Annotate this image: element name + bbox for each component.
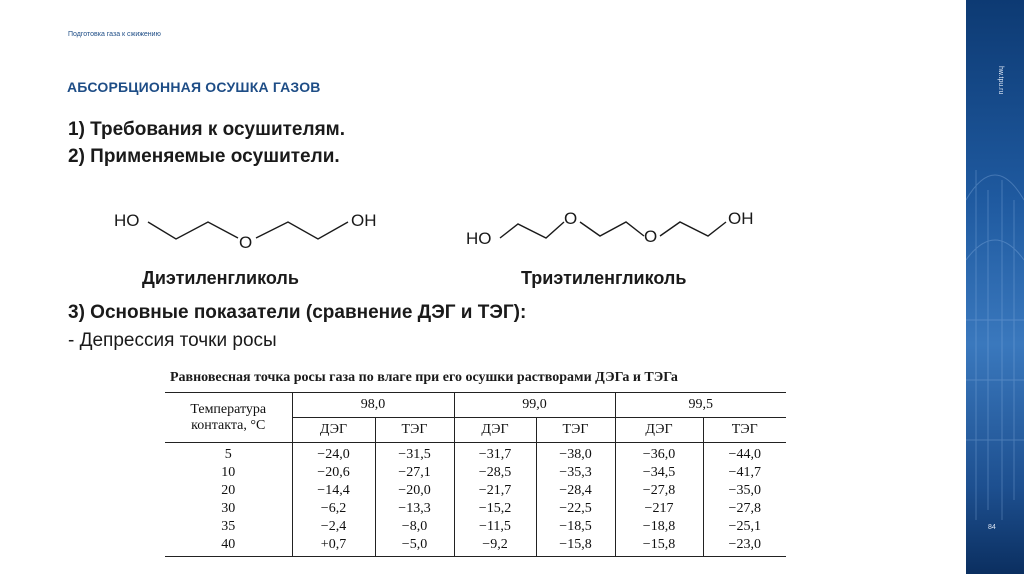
table-cell: −15,8 bbox=[536, 536, 615, 557]
teg-bond-2 bbox=[580, 222, 644, 236]
deg-bond-right bbox=[256, 222, 348, 239]
table-cell: −31,5 bbox=[375, 443, 454, 465]
concentration-header: 99,0 bbox=[454, 393, 615, 418]
corner-line2: контакта, °С bbox=[191, 417, 266, 433]
table-cell: −28,5 bbox=[454, 464, 536, 482]
triethylene-glycol-structure bbox=[460, 200, 780, 260]
table-row bbox=[165, 464, 786, 482]
table-row bbox=[165, 518, 786, 536]
deg-bond-left bbox=[148, 222, 238, 239]
table-cell: +0,7 bbox=[292, 536, 375, 557]
table-cell: −41,7 bbox=[728, 465, 761, 480]
table-cell: −20,0 bbox=[375, 482, 454, 500]
sub-header: ДЭГ bbox=[454, 418, 536, 443]
sub-header: ДЭГ bbox=[615, 418, 703, 443]
table-cell: −27,1 bbox=[375, 464, 454, 482]
table-cell: −31,7 bbox=[454, 443, 536, 465]
deg-name: Диэтиленгликоль bbox=[142, 268, 299, 288]
teg-name: Триэтиленгликоль bbox=[521, 268, 687, 288]
table-cell: −23,0 bbox=[703, 536, 786, 557]
table-cell: −9,2 bbox=[454, 536, 536, 557]
list-item: 1) Требования к осушителям. bbox=[68, 119, 345, 140]
teg-oh-label: OH bbox=[728, 209, 754, 228]
table-cell: 40 bbox=[165, 536, 292, 557]
sub-header: ДЭГ bbox=[292, 418, 375, 443]
diethylene-glycol-structure bbox=[110, 200, 390, 260]
table-row bbox=[165, 500, 786, 518]
table-cell: −8,0 bbox=[375, 518, 454, 536]
table-cell: −22,5 bbox=[536, 500, 615, 518]
table-cell: −13,3 bbox=[375, 500, 454, 518]
teg-oxygen2-label: O bbox=[644, 227, 658, 246]
temperature-header bbox=[165, 393, 292, 443]
dew-point-table bbox=[165, 392, 786, 557]
table-cell: −35,0 bbox=[728, 483, 761, 498]
topic-list bbox=[68, 116, 345, 170]
table-cell: −28,4 bbox=[536, 482, 615, 500]
table-caption: Равновесная точка росы газа по влаге при его осушки растворами ДЭГа и ТЭГа bbox=[170, 370, 678, 385]
deg-oh-label: OH bbox=[351, 211, 377, 230]
table-cell: 10 bbox=[165, 464, 292, 482]
table-row bbox=[165, 443, 786, 465]
site-url: hw.tpu.ru bbox=[997, 66, 1004, 95]
teg-oxygen1-label: O bbox=[564, 209, 578, 228]
table-cell: −25,1 bbox=[728, 519, 761, 534]
table-row bbox=[165, 482, 786, 500]
table-cell: 35 bbox=[165, 518, 292, 536]
table-cell: −35,3 bbox=[536, 464, 615, 482]
table-cell: −38,0 bbox=[536, 443, 615, 465]
table-cell: 20 bbox=[165, 482, 292, 500]
table-row bbox=[165, 536, 786, 557]
bullet-text: - Депрессия точки росы bbox=[68, 330, 277, 351]
concentration-header: 98,0 bbox=[292, 393, 454, 418]
table-cell: −24,0 bbox=[292, 443, 375, 465]
table-cell: −36,0 bbox=[615, 443, 703, 465]
corner-line1: Температура bbox=[190, 401, 267, 417]
list-item: 2) Применяемые осушители. bbox=[68, 146, 340, 167]
concentration-header: 99,5 bbox=[615, 393, 786, 418]
table-cell: −44,0 bbox=[728, 447, 761, 462]
table-cell: −6,2 bbox=[292, 500, 375, 518]
teg-bond-1 bbox=[500, 222, 564, 238]
table-cell: −2,4 bbox=[292, 518, 375, 536]
table-cell: −34,5 bbox=[615, 464, 703, 482]
table-cell: −5,0 bbox=[375, 536, 454, 557]
page-title: АБСОРБЦИОННАЯ ОСУШКА ГАЗОВ bbox=[67, 79, 321, 95]
table-cell: −14,4 bbox=[292, 482, 375, 500]
table-cell: −27,8 bbox=[615, 482, 703, 500]
page-number: 84 bbox=[988, 524, 996, 531]
deg-oxygen-label: O bbox=[239, 233, 253, 252]
table-cell: −20,6 bbox=[292, 464, 375, 482]
table-cell: −18,8 bbox=[615, 518, 703, 536]
table-cell: −217 bbox=[615, 500, 703, 518]
table-cell: 5 bbox=[165, 443, 292, 465]
teg-bond-3 bbox=[660, 222, 726, 236]
deg-ho-label: HO bbox=[114, 211, 140, 230]
table-cell: −11,5 bbox=[454, 518, 536, 536]
table-cell: −15,2 bbox=[454, 500, 536, 518]
table-cell: 30 bbox=[165, 500, 292, 518]
table-cell: −18,5 bbox=[536, 518, 615, 536]
table-cell: −15,8 bbox=[615, 536, 703, 557]
sub-header: ТЭГ bbox=[375, 418, 454, 443]
sub-header: ТЭГ bbox=[536, 418, 615, 443]
table-cell: −27,8 bbox=[728, 501, 761, 516]
teg-ho-label: HO bbox=[466, 229, 492, 248]
section-heading: 3) Основные показатели (сравнение ДЭГ и ТЭГ): bbox=[68, 302, 527, 323]
sub-header: ТЭГ bbox=[703, 418, 786, 443]
section-subtitle: Подготовка газа к сжижению bbox=[68, 31, 161, 38]
table-cell: −21,7 bbox=[454, 482, 536, 500]
